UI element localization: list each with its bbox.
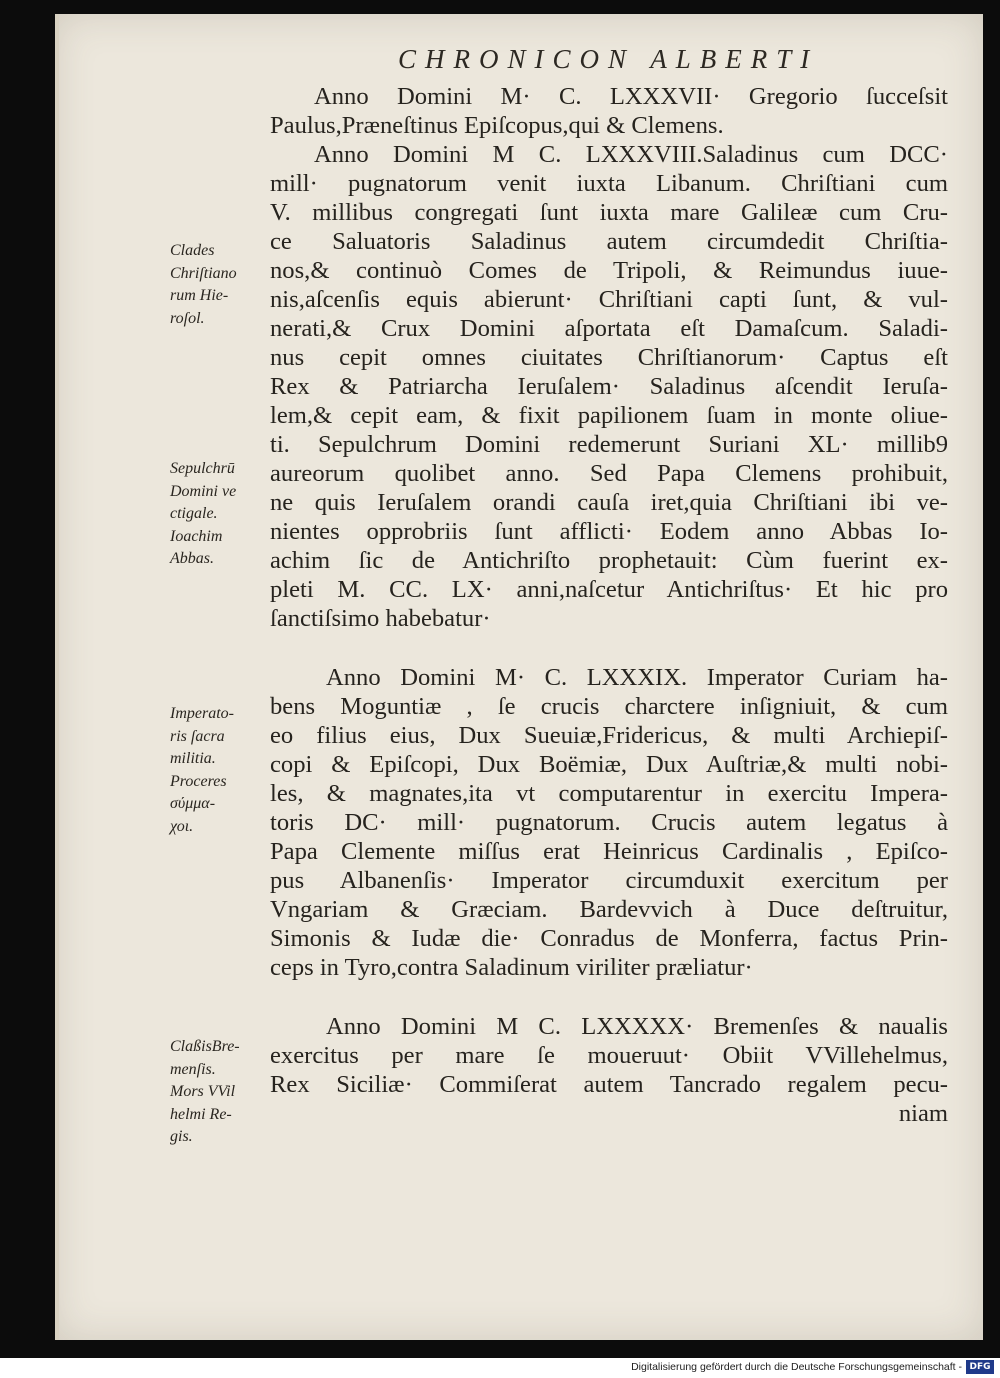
marginal-note-line: Domini ve	[170, 482, 237, 500]
text-line: achim ſic de Antichriſto prophetauit: Cùm fuerint ex-	[270, 547, 948, 574]
marginal-note-line: helmi Re-	[170, 1105, 232, 1123]
marginal-note-line: Ioachim	[170, 527, 223, 545]
text-line: nerati,& Crux Domini aſportata eſt Damaſcum. Saladi-	[270, 315, 948, 342]
text-line: ſanctiſsimo habebatur·	[270, 605, 491, 632]
marginal-note-line: ClaßisBre-	[170, 1038, 240, 1055]
text-line: Anno Domini M C. LXXXVIII.Saladinus cum DCC·	[314, 141, 948, 168]
marginal-note-line: ris ſacra	[170, 727, 225, 745]
page-gutter-edge	[55, 14, 59, 1340]
text-line: V. millibus congregati ſunt iuxta mare Galileæ cum Cru-	[270, 199, 948, 226]
text-line: toris DC· mill· pugnatorum. Crucis autem legatus à	[270, 809, 948, 836]
marginal-note-line: militia.	[170, 750, 216, 767]
marginal-note-clades	[170, 240, 280, 330]
marginal-note-line: Mors VVil	[170, 1083, 236, 1100]
text-line: Anno Domini M C. LXXXXX· Bremenſes & naualis	[326, 1013, 948, 1040]
text-line: nos,& continuò Comes de Tripoli, & Reimundus iuue-	[270, 257, 948, 284]
marginal-note-line: Abbas.	[170, 550, 214, 567]
text-line: Rex & Patriarcha Ieruſalem· Saladinus aſcendit Ieruſa-	[270, 373, 948, 400]
text-line: Papa Clemente miſſus erat Heinricus Cardinalis , Epiſco-	[270, 838, 948, 865]
text-line: les, & magnates,ita vt computarentur in exercitu Impera-	[270, 780, 948, 807]
text-line: ce Saluatoris Saladinus autem circumdedit Chriſtia-	[270, 228, 948, 255]
marginal-note-line: rum Hie-	[170, 287, 229, 304]
text-line: Paulus,Præneſtinus Epiſcopus,qui & Clemens.	[270, 112, 724, 139]
text-line: Anno Domini M· C. LXXXIX. Imperator Curiam ha-	[326, 664, 948, 691]
text-line: pleti M. CC. LX· anni,naſcetur Antichriſtus· Et hic pro	[270, 576, 948, 603]
text-line: Anno Domini M· C. LXXXVII· Gregorio ſucceſsit	[314, 83, 948, 110]
text-line: exercitus per mare ſe moueruut· Obiit VVillehelmus,	[270, 1042, 948, 1069]
text-line: mill· pugnatorum venit iuxta Libanum. Chriſtiani cum	[270, 170, 948, 197]
catchword: niam	[898, 1100, 948, 1127]
paragraph-gap	[270, 982, 948, 1012]
funding-credit: Digitalisierung gefördert durch die Deutsche Forschungsgemeinschaft -	[631, 1361, 962, 1373]
text-line: eo filius eius, Dux Sueuiæ,Fridericus, & multi Archiepiſ-	[270, 722, 948, 749]
text-line: nus cepit omnes ciuitates Chriſtianorum· Captus eſt	[270, 344, 948, 371]
text-line: Vngariam & Græciam. Bardevvich à Duce deſtruitur,	[270, 896, 948, 923]
main-text	[270, 82, 948, 1128]
marginal-note-line: menſis.	[170, 1060, 216, 1078]
text-line: Rex Siciliæ· Commiſerat autem Tancrado regalem pecu-	[270, 1071, 948, 1098]
marginal-note-sepulchrum	[170, 458, 280, 571]
marginal-note-classis	[170, 1036, 280, 1149]
marginal-note-line: Sepulchrū	[170, 460, 235, 477]
text-line: copi & Epiſcopi, Dux Boëmiæ, Dux Auſtriæ,& multi nobi-	[270, 751, 948, 778]
text-line: Simonis & Iudæ die· Conradus de Monferra, factus Prin-	[270, 925, 948, 952]
marginal-note-line: ctigale.	[170, 505, 218, 522]
marginal-note-line: Proceres	[170, 772, 227, 790]
marginal-note-imperator	[170, 703, 280, 838]
marginal-note-line: Chriſtiano	[170, 264, 237, 282]
marginal-note-line: σύμμα-	[170, 795, 216, 812]
marginal-note-line: gis.	[170, 1128, 193, 1145]
text-line: aureorum quolibet anno. Sed Papa Clemens prohibuit,	[270, 460, 948, 487]
marginal-note-line: Imperato-	[170, 705, 234, 722]
dfg-logo-icon: DFG	[966, 1360, 994, 1374]
footer-bar	[0, 1358, 1000, 1378]
text-line: pus Albanenſis· Imperator circumduxit exercitum per	[270, 867, 948, 894]
marginal-note-line: Clades	[170, 242, 215, 259]
running-head: CHRONICON ALBERTI	[398, 44, 819, 74]
marginal-note-line: χοι.	[170, 817, 194, 835]
text-line: bens Moguntiæ , ſe crucis charctere inſigniuit, & cum	[270, 693, 948, 720]
paragraph-gap	[270, 633, 948, 663]
text-line: ne quis Ieruſalem orandi cauſa iret,quia Chriſtiani ibi ve-	[270, 489, 948, 516]
text-line: ceps in Tyro,contra Saladinum viriliter præliatur·	[270, 954, 753, 981]
marginal-note-line: roſol.	[170, 309, 205, 327]
text-line: lem,& cepit eam, & fixit papilionem ſuam in monte oliue-	[270, 402, 948, 429]
text-line: ti. Sepulchrum Domini redemerunt Suriani XL· millib9	[270, 431, 948, 458]
text-line: nientes opprobriis ſunt afflicti· Eodem anno Abbas Io-	[270, 518, 948, 545]
text-line: nis,aſcenſis equis abierunt· Chriſtiani capti ſunt, & vul-	[270, 286, 948, 313]
